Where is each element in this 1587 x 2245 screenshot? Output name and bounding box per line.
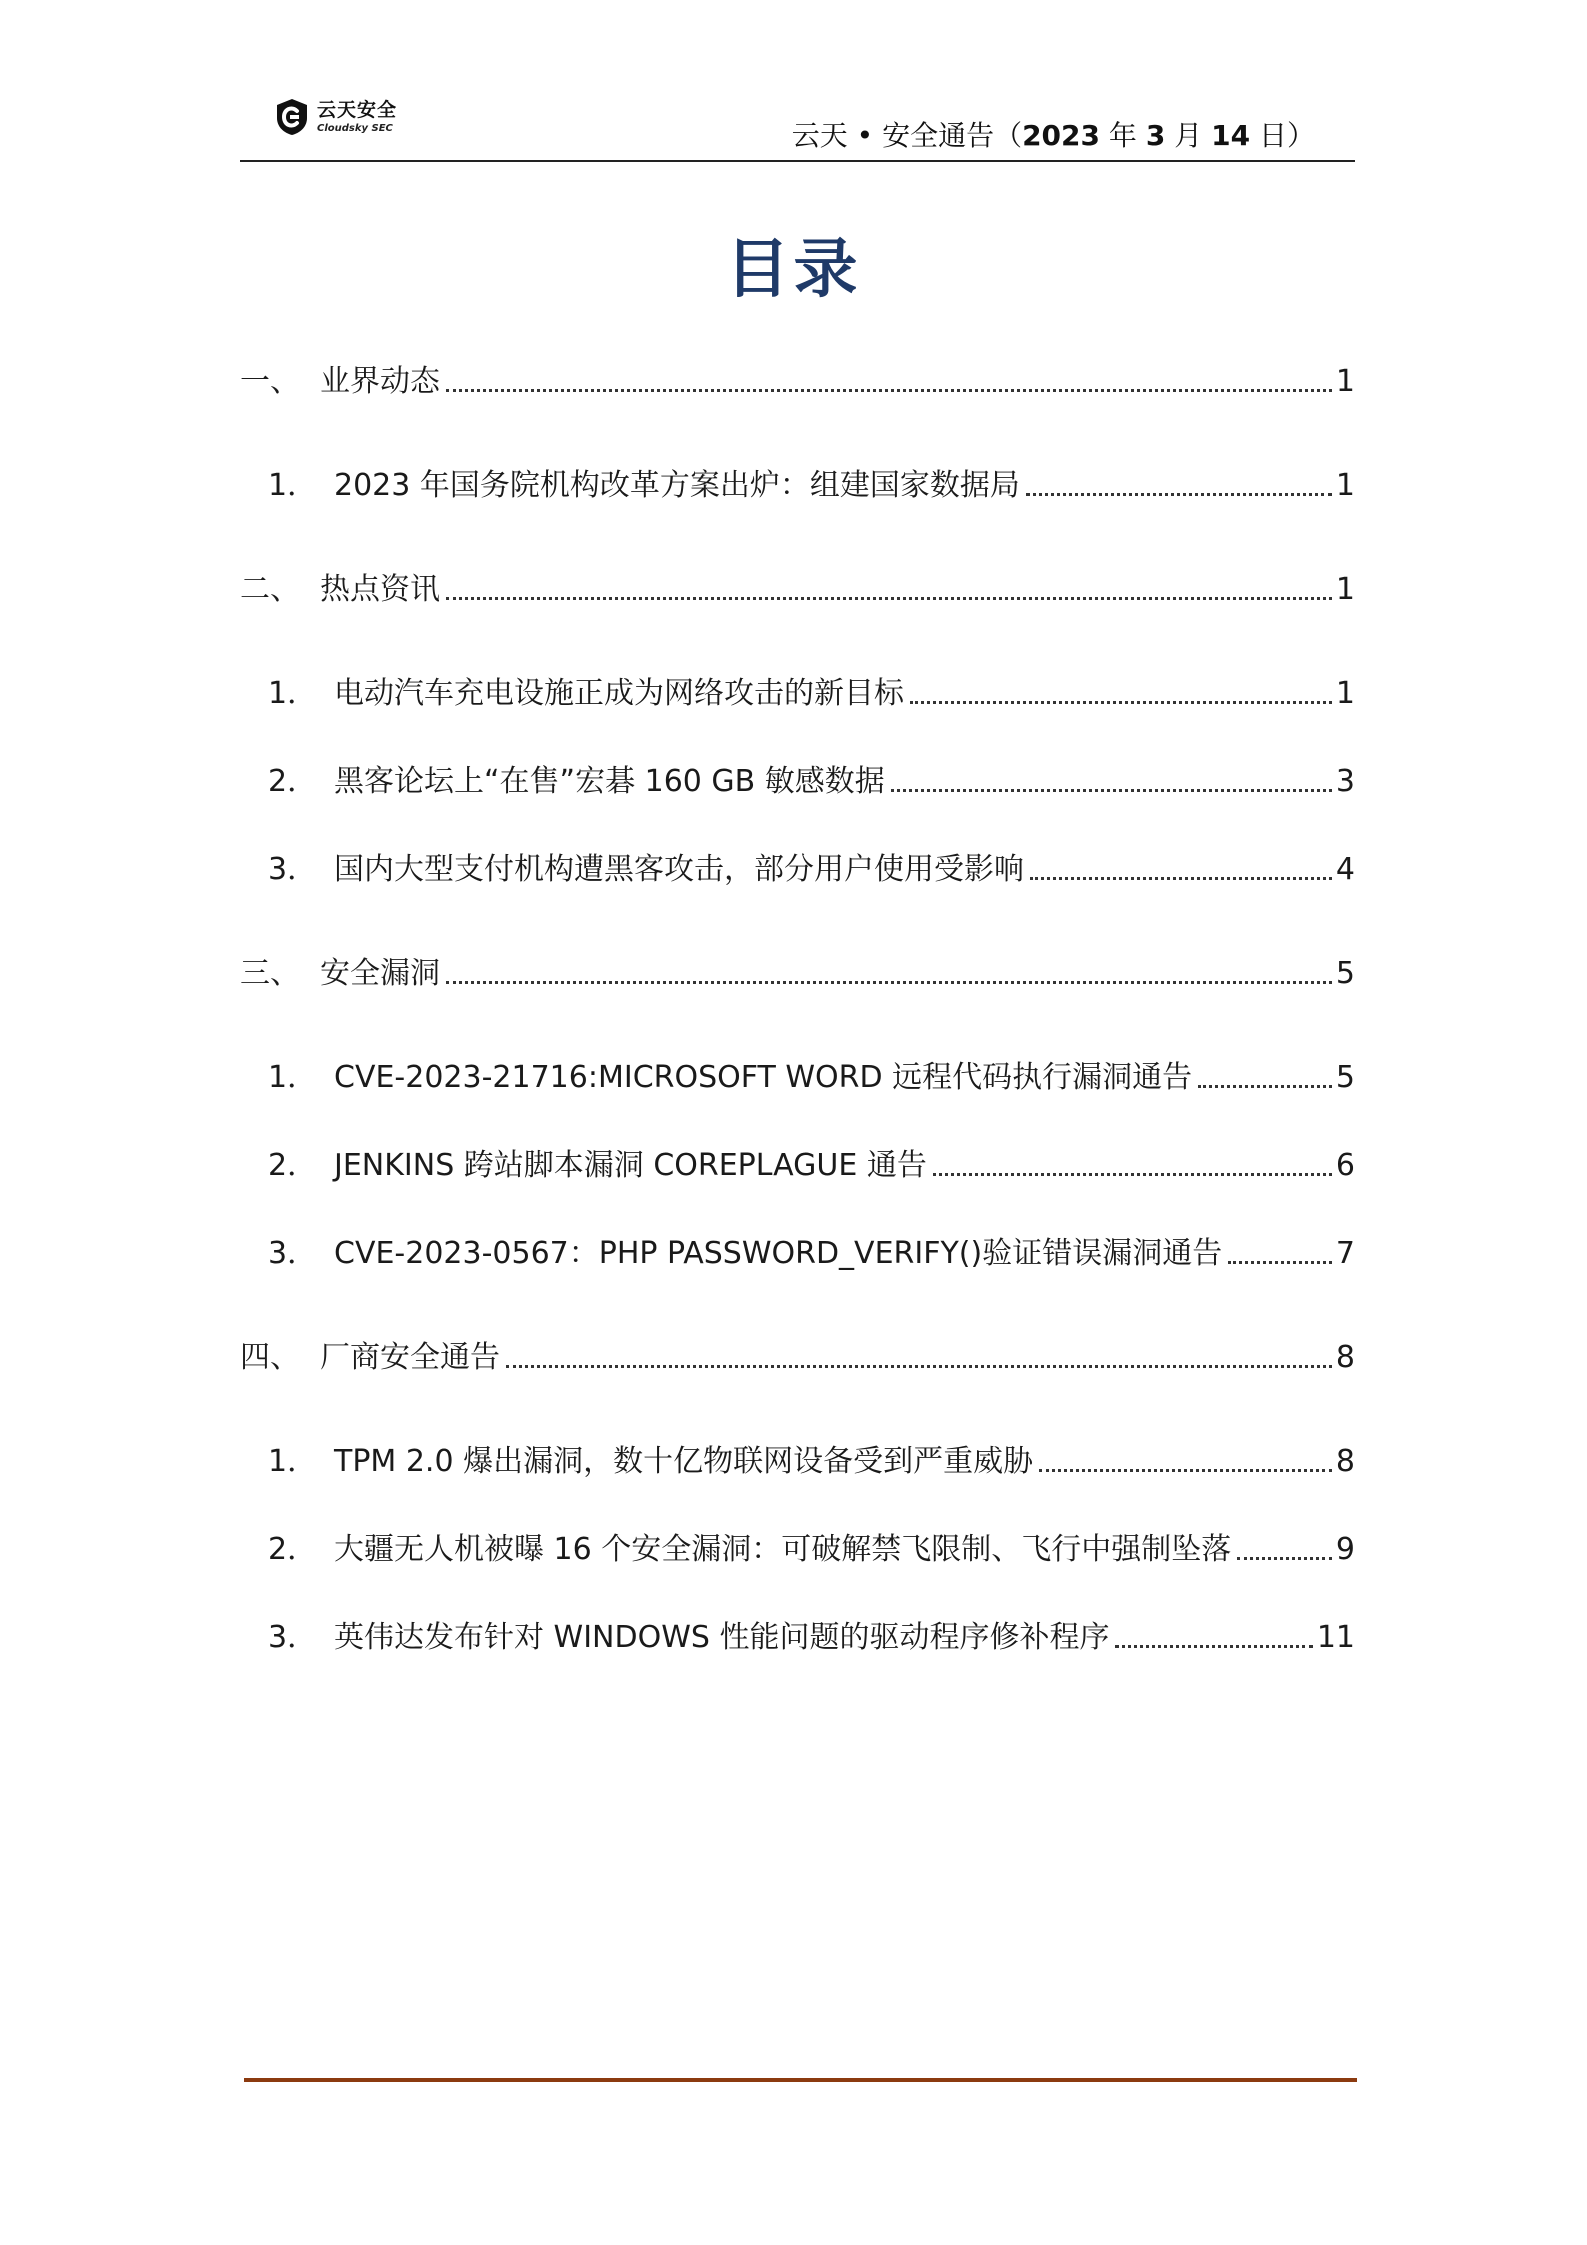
toc-page-number: 5 <box>1335 1060 1355 1095</box>
toc-item[interactable] <box>240 1232 1355 1276</box>
toc-item[interactable] <box>240 1528 1355 1572</box>
toc-label: 厂商安全通告 <box>320 1340 500 1375</box>
toc-leader-dots <box>446 597 1332 600</box>
toc-marker: 3． <box>268 852 318 887</box>
toc-marker: 1． <box>268 1060 318 1095</box>
toc-label: CVE-2023-0567：PHP PASSWORD_VERIFY()验证错误漏洞通告 <box>334 1236 1223 1271</box>
toc-item[interactable] <box>240 848 1355 892</box>
toc-label: 安全漏洞 <box>320 956 440 991</box>
header-title <box>792 114 1315 154</box>
toc-label: TPM 2.0 爆出漏洞，数十亿物联网设备受到严重威胁 <box>334 1444 1034 1479</box>
company-logo <box>275 98 397 136</box>
toc-page-number: 9 <box>1335 1532 1355 1567</box>
toc-marker: 二、 <box>240 572 300 607</box>
toc-marker: 1． <box>268 676 318 711</box>
page-header <box>240 92 1355 162</box>
toc-page-number: 3 <box>1335 764 1355 799</box>
toc-marker: 3． <box>268 1236 318 1271</box>
toc-marker: 四、 <box>240 1340 300 1375</box>
logo-english-name: Cloudsky SEC <box>317 122 393 134</box>
toc-page-number: 6 <box>1335 1148 1355 1183</box>
toc-section-industry-news[interactable] <box>240 360 1355 404</box>
toc-page-number: 1 <box>1335 468 1355 503</box>
footer-rule <box>244 2078 1357 2082</box>
toc-item[interactable] <box>240 672 1355 716</box>
shield-logo-icon <box>275 98 309 136</box>
header-month: 3 <box>1145 119 1166 152</box>
toc-leader-dots <box>1030 877 1332 880</box>
toc-section-vendor-advisories[interactable] <box>240 1336 1355 1380</box>
toc-label: 大疆无人机被曝 16 个安全漏洞：可破解禁飞限制、飞行中强制坠落 <box>334 1532 1232 1567</box>
header-title-suffix: 日） <box>1250 119 1315 152</box>
toc-leader-dots <box>1039 1469 1332 1472</box>
toc-page-number: 8 <box>1335 1444 1355 1479</box>
toc-label: JENKINS 跨站脚本漏洞 COREPLAGUE 通告 <box>334 1148 927 1183</box>
toc-item[interactable] <box>240 1144 1355 1188</box>
header-title-prefix: 云天 • 安全通告（ <box>791 119 1023 152</box>
toc-label: 2023 年国务院机构改革方案出炉：组建国家数据局 <box>334 468 1020 503</box>
toc-marker: 2． <box>268 1532 318 1567</box>
toc-label: 业界动态 <box>320 364 440 399</box>
toc-leader-dots <box>506 1365 1332 1368</box>
header-day: 14 <box>1211 119 1251 152</box>
toc-leader-dots <box>910 701 1332 704</box>
header-year: 2023 <box>1022 119 1101 152</box>
logo-chinese-name: 云天安全 <box>317 98 398 121</box>
toc-marker: 1． <box>268 1444 318 1479</box>
toc-marker: 1． <box>268 468 318 503</box>
toc-page-number: 1 <box>1335 572 1355 607</box>
toc-leader-dots <box>1237 1557 1332 1560</box>
toc-item[interactable] <box>240 464 1355 508</box>
toc-section-hot-news[interactable] <box>240 568 1355 612</box>
header-month-unit: 月 <box>1165 119 1212 152</box>
toc-page-number: 1 <box>1335 676 1355 711</box>
toc-page-number: 1 <box>1335 364 1355 399</box>
toc-title: 目录 <box>725 233 862 307</box>
toc-leader-dots <box>891 789 1332 792</box>
toc-item[interactable] <box>240 760 1355 804</box>
toc-marker: 三、 <box>240 956 300 991</box>
toc-item[interactable] <box>240 1056 1355 1100</box>
toc-leader-dots <box>1115 1645 1312 1648</box>
toc-page-number: 5 <box>1335 956 1355 991</box>
toc-page-number: 4 <box>1335 852 1355 887</box>
toc-label: 黑客论坛上“在售”宏碁 160 GB 敏感数据 <box>334 764 885 799</box>
toc-leader-dots <box>446 981 1332 984</box>
toc-item[interactable] <box>240 1616 1355 1660</box>
toc-page-number: 8 <box>1335 1340 1355 1375</box>
toc-label: 英伟达发布针对 WINDOWS 性能问题的驱动程序修补程序 <box>334 1620 1110 1655</box>
toc-leader-dots <box>1026 493 1332 496</box>
header-year-unit: 年 <box>1100 119 1146 152</box>
toc-label: 国内大型支付机构遭黑客攻击，部分用户使用受影响 <box>334 852 1024 887</box>
toc-marker: 2． <box>268 764 318 799</box>
toc-leader-dots <box>446 389 1332 392</box>
toc-leader-dots <box>1198 1085 1332 1088</box>
toc-leader-dots <box>933 1173 1332 1176</box>
toc-label: 电动汽车充电设施正成为网络攻击的新目标 <box>334 676 904 711</box>
toc-leader-dots <box>1228 1261 1332 1264</box>
toc-item[interactable] <box>240 1440 1355 1484</box>
toc-marker: 一、 <box>240 364 300 399</box>
toc-page-number: 7 <box>1335 1236 1355 1271</box>
toc-section-vulnerabilities[interactable] <box>240 952 1355 996</box>
toc-page-number: 11 <box>1316 1620 1355 1655</box>
toc-label: CVE-2023-21716:MICROSOFT WORD 远程代码执行漏洞通告 <box>334 1060 1193 1095</box>
toc-marker: 3． <box>268 1620 318 1655</box>
toc-label: 热点资讯 <box>320 572 440 607</box>
toc-marker: 2． <box>268 1148 318 1183</box>
